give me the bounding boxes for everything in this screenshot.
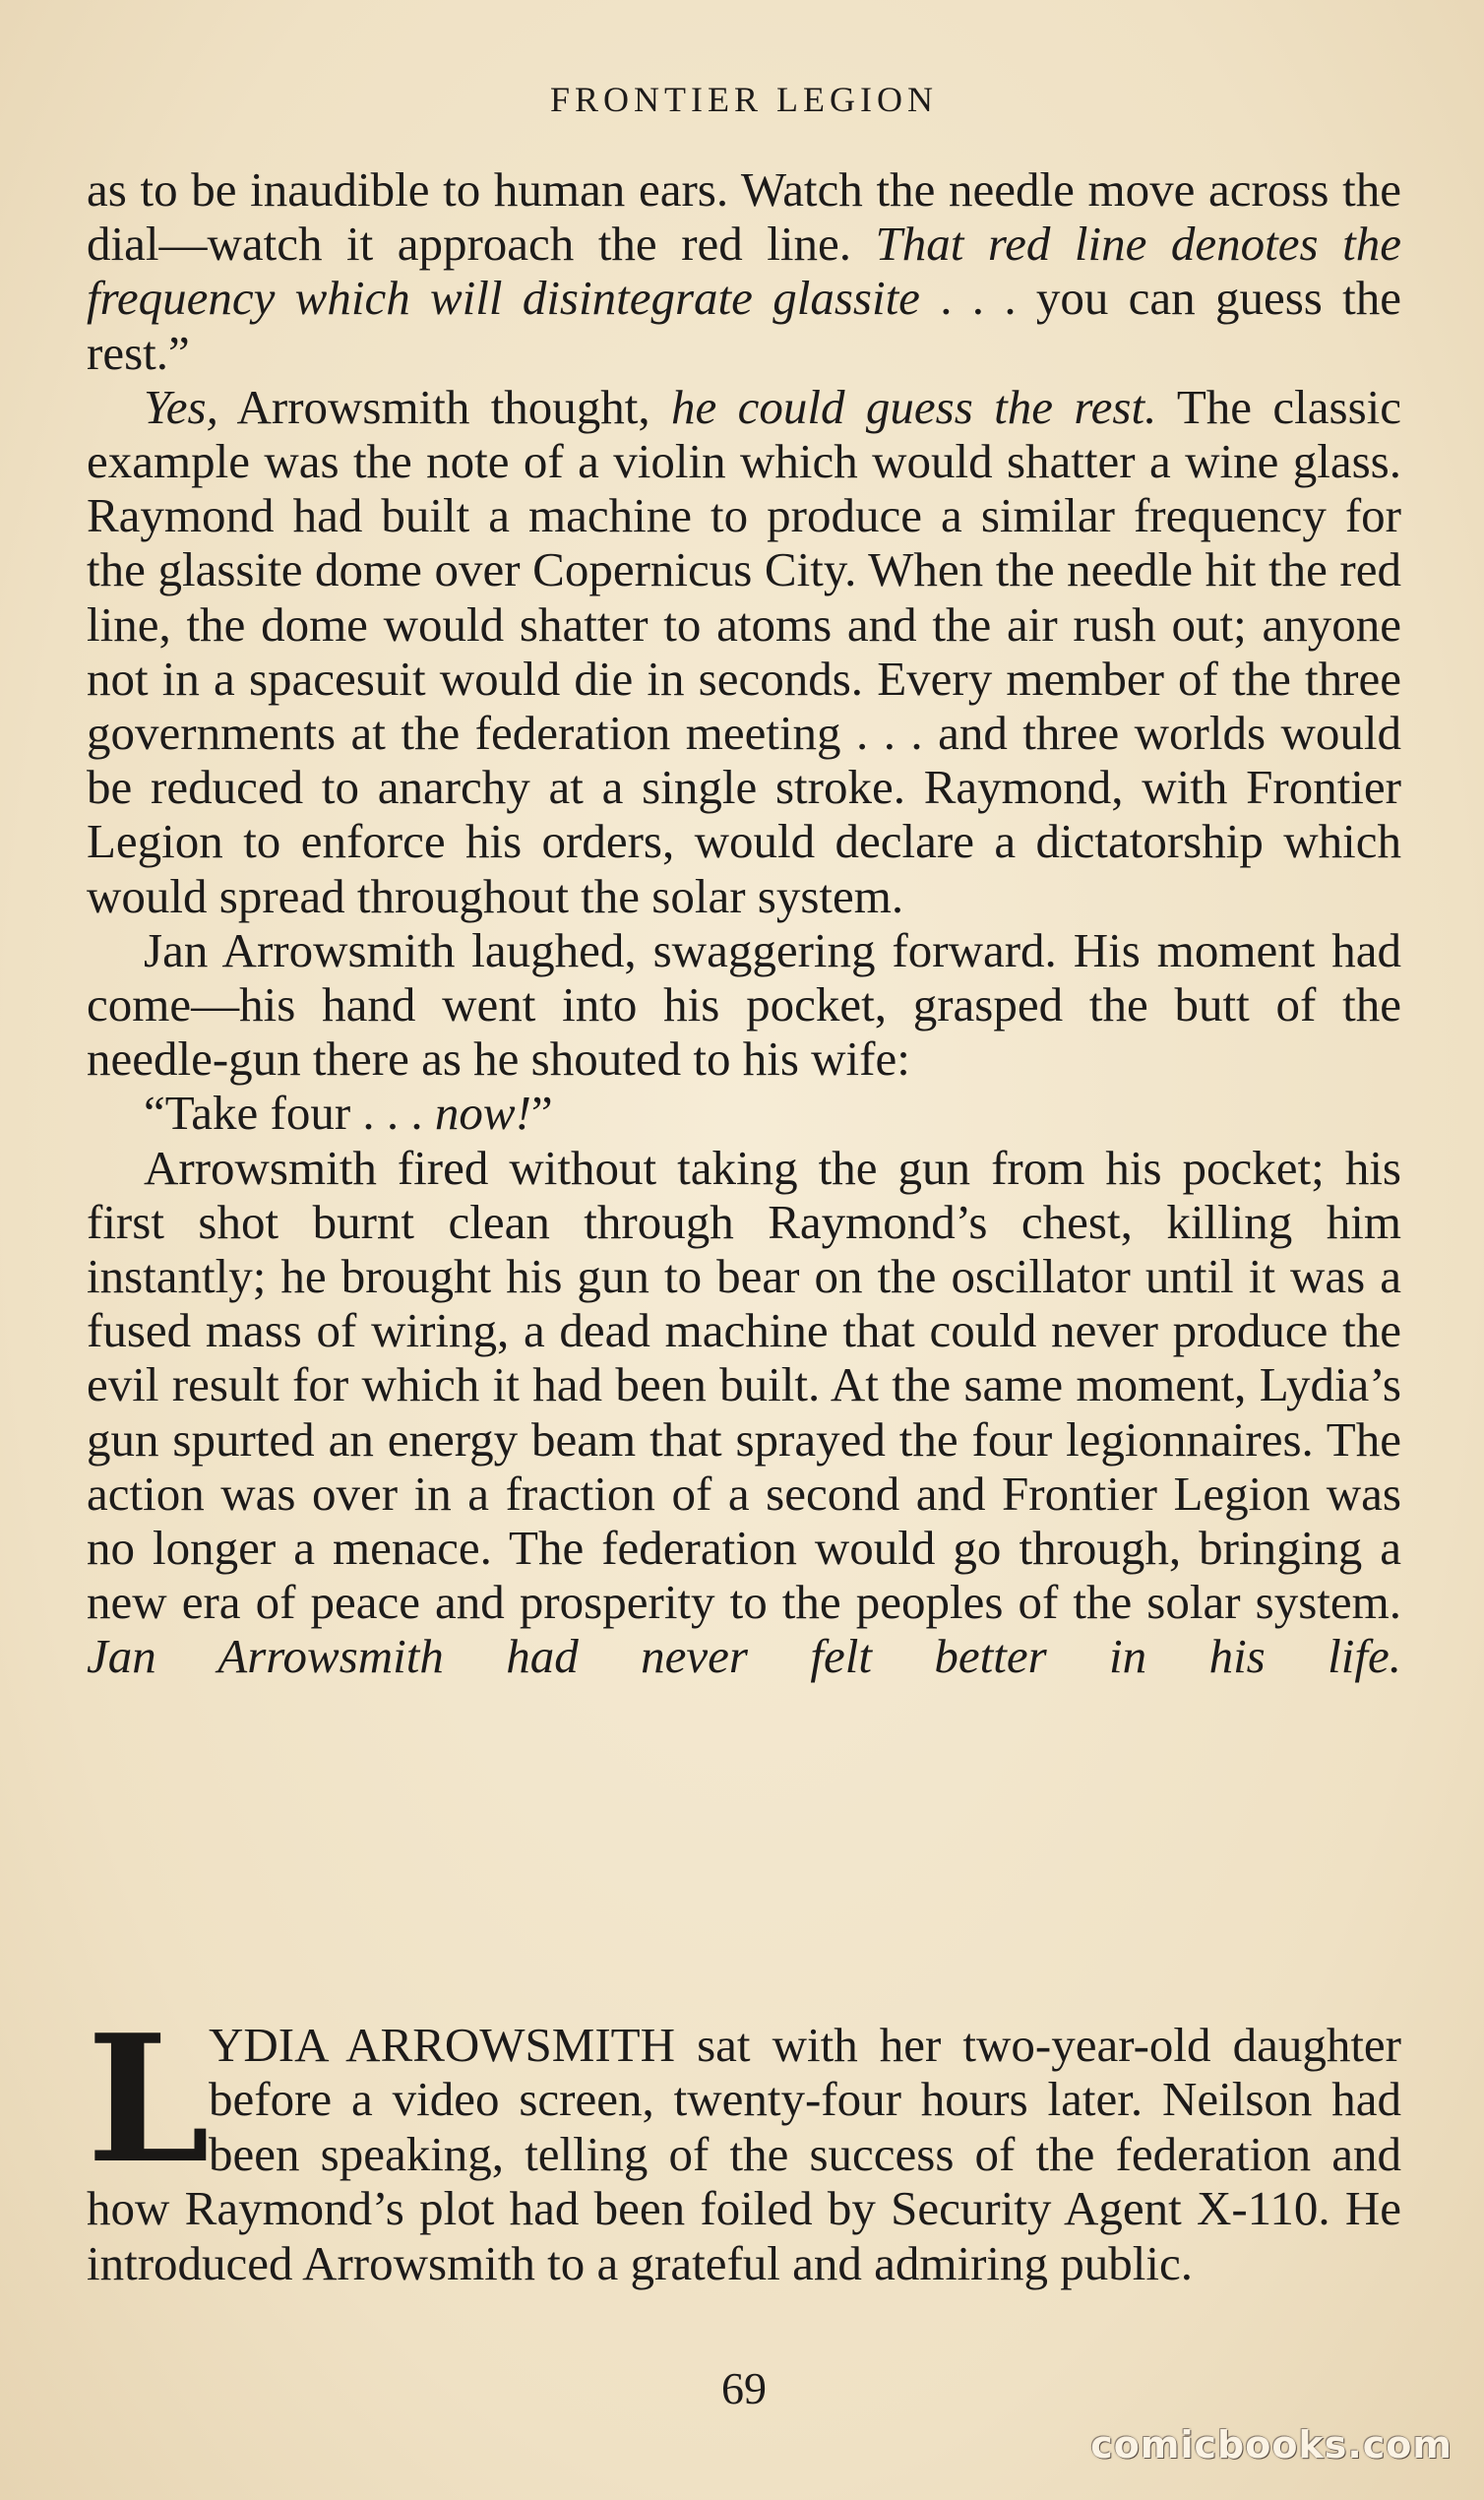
running-title: FRONTIER LEGION (550, 80, 938, 119)
body-paragraph (87, 162, 1401, 380)
page-number: 69 (721, 2363, 767, 2413)
italic-text-segment: Jan Arrowsmith had never felt better in his life. (87, 1629, 1401, 1684)
text-segment: Arrowsmith fired without taking the gun from his pocket; his first shot burnt clean through Raymond’s chest, killing him instantly; he brought his gun to bear on the oscillator until it was a fused mass of wiring, a dead machine that could never produce the evil result for which it had been built. At the same moment, Lydia’s gun spurted an energy beam that sprayed the four legionnaires. The action was over in a fraction of a second and Frontier Legion was no longer a menace. The federation would go through, bringing a new era of peace and prosperity to the peoples of the solar system. (87, 1140, 1401, 1630)
body-text (87, 162, 1401, 1684)
text-segment: . . . you can guess the rest.” (87, 271, 1402, 380)
italic-text-segment: Yes, (144, 379, 218, 434)
italic-text-segment: That red line denotes the frequency which will disintegrate glassite (87, 217, 1401, 326)
text-segment: The classic example was the note of a violin which would shatter a wine glass. Raymond had built a machine to produce a similar frequency for the glassite dome over Copernicus City. When the needle hit the red line, the dome would shatter to atoms and the air rush out; anyone not in a spacesuit would die in seconds. Every member of the three governments at the federation meeting . . . and three worlds would be reduced to anarchy at a single stroke. Raymond, with Frontier Legion to enforce his orders, would declare a dictatorship which would spread throughout the solar system. (87, 379, 1401, 923)
text-segment: as to be inaudible to human ears. Watch the needle move across the dial—watch it approach the red line. (87, 162, 1401, 272)
italic-text-segment: now! (434, 1086, 531, 1141)
text-segment: ” (530, 1086, 553, 1141)
body-paragraph (87, 380, 1401, 923)
italic-text-segment: he could guess the rest. (671, 379, 1157, 434)
text-segment: “Take four . . . (144, 1086, 435, 1141)
section-opening (87, 1996, 1401, 2290)
section-paragraph: YDIA ARROWSMITH sat with her two-year-old daughter before a video screen, twenty-four hours later. Neilson had been speaking, telling of the success of the federation and how Raymond’s plot had been foiled by Security Agent X-110. He introduced Arrowsmith to a grateful and admiring public. (87, 2018, 1401, 2290)
text-segment: Arrowsmith thought, (217, 379, 672, 434)
book-page (87, 0, 1401, 2500)
body-paragraph (87, 1086, 1401, 1140)
body-paragraph (87, 1141, 1401, 1684)
text-segment: Jan Arrowsmith laughed, swaggering forward. His moment had come—his hand went into his pocket, grasped the butt of the needle-gun there as he shouted to his wife: (87, 922, 1401, 1087)
watermark: comicbooks.com (1090, 2423, 1453, 2467)
body-paragraph (87, 923, 1401, 1087)
drop-cap-letter: L (87, 1996, 211, 2202)
